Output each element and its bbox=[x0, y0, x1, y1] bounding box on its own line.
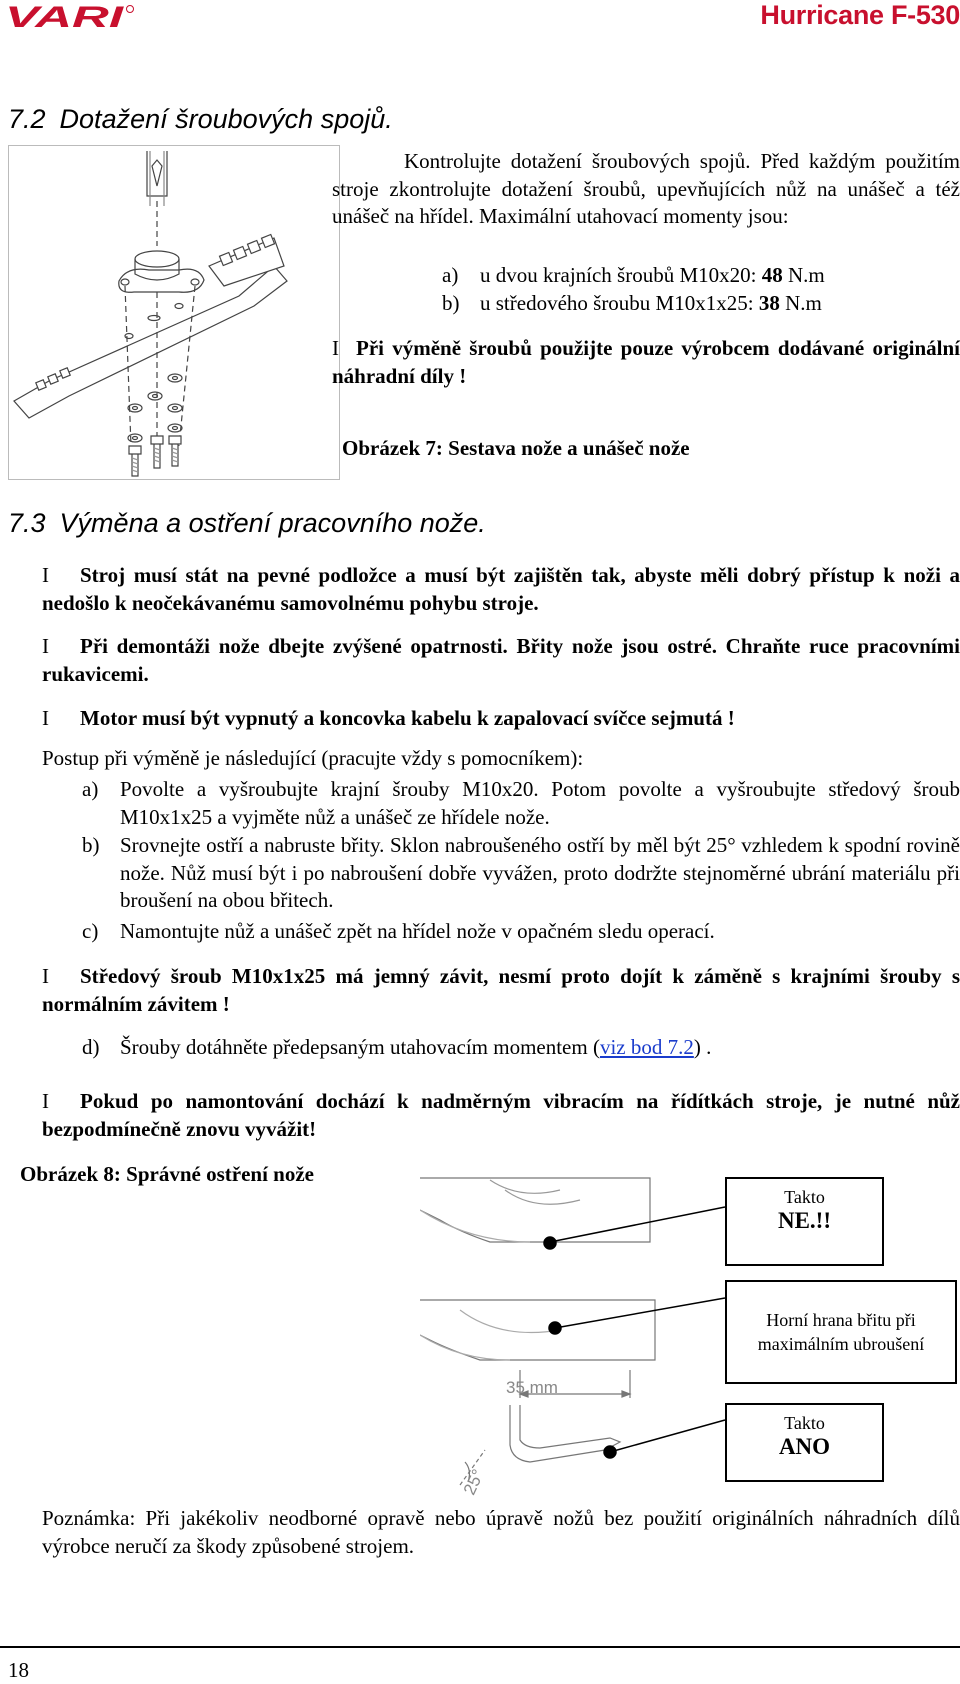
footer-divider bbox=[0, 1646, 960, 1648]
callout-label: Horní hrana břitu při maximálním ubroušení bbox=[757, 1310, 925, 1354]
warning-text: Středový šroub M10x1x25 má jemný závit, nesmí proto dojít k záměně s krajními šrouby s normálním závitem ! bbox=[42, 964, 960, 1016]
callout-max-grind bbox=[725, 1280, 957, 1384]
step-text: Srovnejte ostří a nabruste břity. Sklon nabroušeného ostří by měl být 25° vzhledem k spodní rovině nože. Nůž musí být i po nabroušení dobře vyvážen, proto dodržte stejnoměrné ubrání materiálu při broušení na obou břitech. bbox=[120, 833, 960, 912]
list-label: a) bbox=[442, 263, 459, 287]
warning-icon: I bbox=[42, 1089, 49, 1113]
step-text: Povolte a vyšroubujte krajní šrouby M10x20. Potom povolte a vyšroubujte středový šroub M10x1x25 a vyjměte nůž a unášeč ze hřídele nože. bbox=[120, 777, 960, 829]
step-text: Namontujte nůž a unášeč zpět na hřídel nože v opačném sledu operací. bbox=[120, 919, 715, 943]
warning-icon: I bbox=[42, 563, 49, 587]
warranty-note: Poznámka: Při jakékoliv neodborné opravě nebo úpravě nožů bez použití originálních náhradních dílů výrobce neručí za škody způsobené strojem. bbox=[42, 1506, 960, 1558]
link-section-7-2[interactable]: viz bod 7.2 bbox=[599, 1035, 694, 1059]
figure-7-caption: Obrázek 7: Sestava nože a unášeč nože bbox=[342, 436, 690, 460]
procedure-step-a bbox=[82, 776, 960, 831]
list-label: c) bbox=[82, 919, 99, 943]
warning-original-parts bbox=[332, 335, 960, 390]
section-title: Výměna a ostření pracovního nože. bbox=[59, 508, 486, 538]
list-label: b) bbox=[82, 833, 100, 857]
callout-label: Takto bbox=[784, 1187, 825, 1207]
warning-text: Motor musí být vypnutý a koncovka kabelu k zapalovací svíčce sejmutá ! bbox=[80, 706, 735, 730]
callout-verdict: ANO bbox=[778, 1434, 831, 1459]
section-7-2-intro bbox=[332, 148, 960, 231]
callout-correct bbox=[725, 1403, 884, 1482]
list-label: b) bbox=[442, 291, 460, 315]
list-label: d) bbox=[82, 1035, 100, 1059]
procedure-step-b bbox=[82, 832, 960, 915]
warning-icon: I bbox=[42, 964, 49, 988]
torque-item-b-text: u středového šroubu M10x1x25: bbox=[480, 291, 759, 315]
figure-7-blade-assembly bbox=[8, 145, 340, 480]
warning-text: Stroj musí stát na pevné podložce a musí být zajištěn tak, abyste měli dobrý přístup k noži a nedošlo k neočekávanému samovolnému pohybu stroje. bbox=[42, 563, 960, 615]
warning-text: Pokud po namontování dochází k nadměrným vibracím na řídítkách stroje, je nutné nůž bezpodmínečně znovu vyvážit! bbox=[42, 1089, 960, 1141]
callout-label: Takto bbox=[784, 1413, 825, 1433]
list-label: a) bbox=[82, 777, 99, 801]
page-number: 18 bbox=[8, 1658, 29, 1682]
warning-sharp-blades bbox=[42, 633, 960, 688]
torque-item-b bbox=[442, 290, 942, 318]
callout-verdict: NE.!! bbox=[777, 1208, 832, 1233]
dimension-label: 35 mm bbox=[506, 1378, 558, 1397]
document-title: Hurricane F-530 bbox=[760, 0, 960, 30]
warning-fine-thread bbox=[42, 963, 960, 1018]
warning-vibrations bbox=[42, 1088, 960, 1143]
step-text: Šrouby dotáhněte předepsaným utahovacím momentem ( bbox=[120, 1035, 600, 1059]
vari-logo bbox=[5, 3, 135, 29]
warning-motor-off bbox=[42, 705, 960, 733]
procedure-step-c bbox=[82, 918, 960, 946]
torque-value-38: 38 bbox=[758, 291, 780, 315]
angle-label: 25° bbox=[459, 1466, 488, 1498]
warning-text: Při demontáži nože dbejte zvýšené opatrnosti. Břity nože jsou ostré. Chraňte ruce pracovními rukavicemi. bbox=[42, 634, 960, 686]
procedure-intro: Postup při výměně je následující (pracujte vždy s pomocníkem): bbox=[42, 746, 584, 770]
warning-icon: I bbox=[42, 706, 49, 730]
torque-item-a-text: u dvou krajních šroubů M10x20: bbox=[480, 263, 762, 287]
warning-text: Při výměně šroubů použijte pouze výrobcem dodávané originální náhradní díly ! bbox=[332, 336, 960, 388]
torque-item-a bbox=[442, 262, 942, 290]
figure-8-caption: Obrázek 8: Správné ostření nože bbox=[20, 1162, 314, 1186]
vari-logo-graphic bbox=[5, 3, 135, 29]
section-title: Dotažení šroubových spojů. bbox=[59, 104, 393, 134]
callout-wrong bbox=[725, 1177, 884, 1266]
section-heading-7-2 bbox=[8, 104, 393, 135]
torque-unit: N.m bbox=[779, 291, 822, 315]
section-number: 7.3 bbox=[8, 508, 46, 538]
torque-value-48: 48 bbox=[761, 263, 783, 287]
warning-icon: I bbox=[42, 634, 49, 658]
intro-text: Kontrolujte dotažení šroubových spojů. Před každým použitím stroje zkontrolujte dotažení šroubů, upevňujících nůž na unášeč a též unášeč na hřídel. Maximální utahovací momenty jsou: bbox=[332, 149, 960, 228]
step-text-end: ) . bbox=[693, 1035, 712, 1059]
warning-icon: I bbox=[332, 336, 339, 360]
blade-assembly-drawing bbox=[9, 146, 339, 479]
section-number: 7.2 bbox=[8, 104, 46, 134]
torque-unit: N.m bbox=[782, 263, 825, 287]
vari-logo-text: VARI bbox=[5, 3, 125, 29]
procedure-step-d bbox=[82, 1034, 960, 1062]
warning-stable-ground bbox=[42, 562, 960, 617]
section-heading-7-3 bbox=[8, 508, 486, 539]
